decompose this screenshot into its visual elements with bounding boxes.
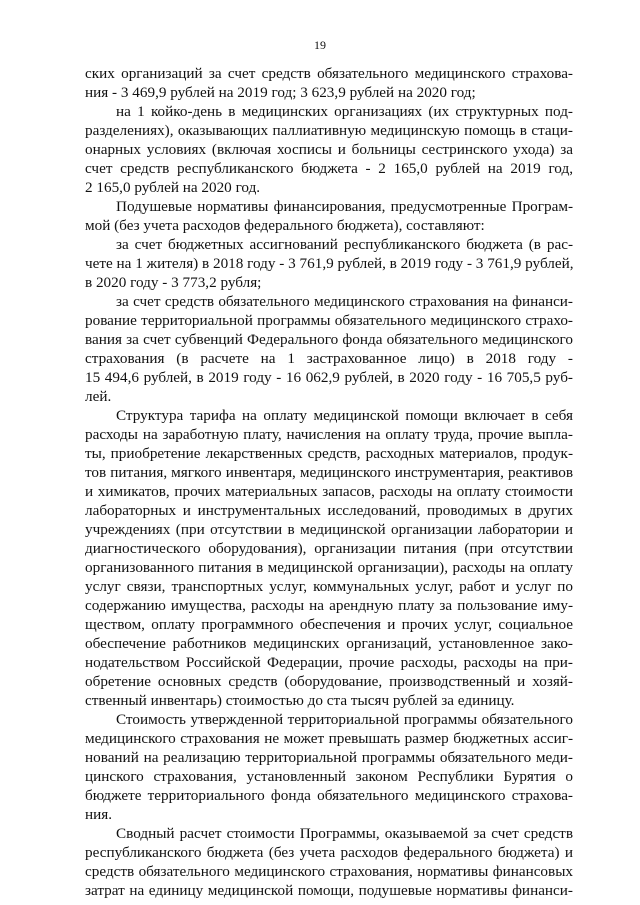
text-line: ществом, оплату программного обеспечения и прочих услуг, социальное — [85, 616, 573, 633]
text-line: чете на 1 жителя) в 2018 году - 3 761,9 рублей, в 2019 году - 3 761,9 рублей, — [85, 255, 574, 272]
text-line: учреждениях (при отсутствии в медицинской организации лаборатории и — [85, 521, 573, 538]
page-number: 19 — [314, 38, 326, 52]
body-text — [85, 64, 573, 900]
text-line: обеспечение работников медицинских организаций, установленное зако- — [85, 635, 573, 652]
text-line: разделениях), оказывающих паллиативную медицинскую помощь в стаци- — [85, 122, 573, 139]
text-line: ния. — [85, 806, 113, 823]
text-line: в 2020 году - 3 773,2 рубля; — [85, 274, 262, 291]
text-line: счет средств республиканского бюджета - 2 165,0 рублей на 2019 год, — [85, 160, 573, 177]
text-line: затрат на единицу медицинской помощи, подушевые нормативы финанси- — [85, 882, 573, 899]
text-line: услуг связи, транспортных услуг, коммунальных услуг, работ и услуг по — [85, 578, 573, 595]
text-line: вания за счет субвенций Федерального фонда обязательного медицинского — [85, 331, 573, 348]
text-line: ты, приобретение лекарственных средств, расходных материалов, продук- — [85, 445, 573, 462]
text-line: медицинского страхования не может превышать размер бюджетных ассиг- — [85, 730, 573, 747]
text-line: за счет средств обязательного медицинского страхования на финанси- — [116, 293, 573, 310]
text-line: Сводный расчет стоимости Программы, оказываемой за счет средств — [116, 825, 573, 842]
text-line: средств обязательного медицинского страхования, нормативы финансовых — [85, 863, 573, 880]
text-line: Структура тарифа на оплату медицинской помощи включает в себя — [116, 407, 573, 424]
text-line: ния - 3 469,9 рублей на 2019 год; 3 623,9 рублей на 2020 год; — [85, 84, 476, 101]
text-line: лей. — [85, 388, 112, 405]
text-line: тов питания, мягкого инвентаря, медицинского инструментария, реактивов — [85, 464, 573, 481]
text-line: диагностического оборудования), организации питания (при отсутствии — [85, 540, 573, 557]
text-line: онарных условиях (включая хосписы и больницы сестринского ухода) за — [85, 141, 573, 158]
text-line: на 1 койко-день в медицинских организациях (их структурных под- — [116, 103, 573, 120]
text-line: Подушевые нормативы финансирования, предусмотренные Програм- — [116, 198, 573, 215]
text-line: ственный инвентарь) стоимостью до ста тысяч рублей за единицу. — [85, 692, 515, 709]
text-line: лабораторных и инструментальных исследований, проводимых в других — [85, 502, 573, 519]
text-line: бюджете территориального фонда обязательного медицинского страхова- — [85, 787, 573, 804]
text-line: содержанию имущества, расходы на арендную плату за пользование иму- — [85, 597, 573, 614]
text-line: нодательством Российской Федерации, прочие расходы, расходы на при- — [85, 654, 573, 671]
text-line: ских организаций за счет средств обязательного медицинского страхова- — [85, 65, 573, 82]
text-line: расходы на заработную плату, начисления на оплату труда, прочие выпла- — [85, 426, 573, 443]
text-line: нований на реализацию территориальной программы обязательного меди- — [85, 749, 573, 766]
text-line: страхования (в расчете на 1 застрахованное лицо) в 2018 году - — [85, 350, 573, 367]
text-line: организованного питания в медицинской организации), расходы на оплату — [85, 559, 573, 576]
text-line: 2 165,0 рублей на 2020 год. — [85, 179, 261, 196]
text-line: Стоимость утвержденной территориальной программы обязательного — [116, 711, 573, 728]
text-line: 15 494,6 рублей, в 2019 году - 16 062,9 рублей, в 2020 году - 16 705,5 руб- — [85, 369, 573, 386]
text-line: за счет бюджетных ассигнований республиканского бюджета (в рас- — [116, 236, 573, 253]
text-line: цинского страхования, установленный законом Республики Бурятия о — [85, 768, 573, 785]
text-line: обретение основных средств (оборудование, производственный и хозяй- — [85, 673, 573, 690]
text-line: мой (без учета расходов федерального бюджета), составляют: — [85, 217, 485, 234]
text-line: и химикатов, прочих материальных запасов, расходы на оплату стоимости — [85, 483, 573, 500]
text-line: республиканского бюджета (без учета расходов федерального бюджета) и — [85, 844, 573, 861]
text-line: рование территориальной программы обязательного медицинского страхо- — [85, 312, 573, 329]
